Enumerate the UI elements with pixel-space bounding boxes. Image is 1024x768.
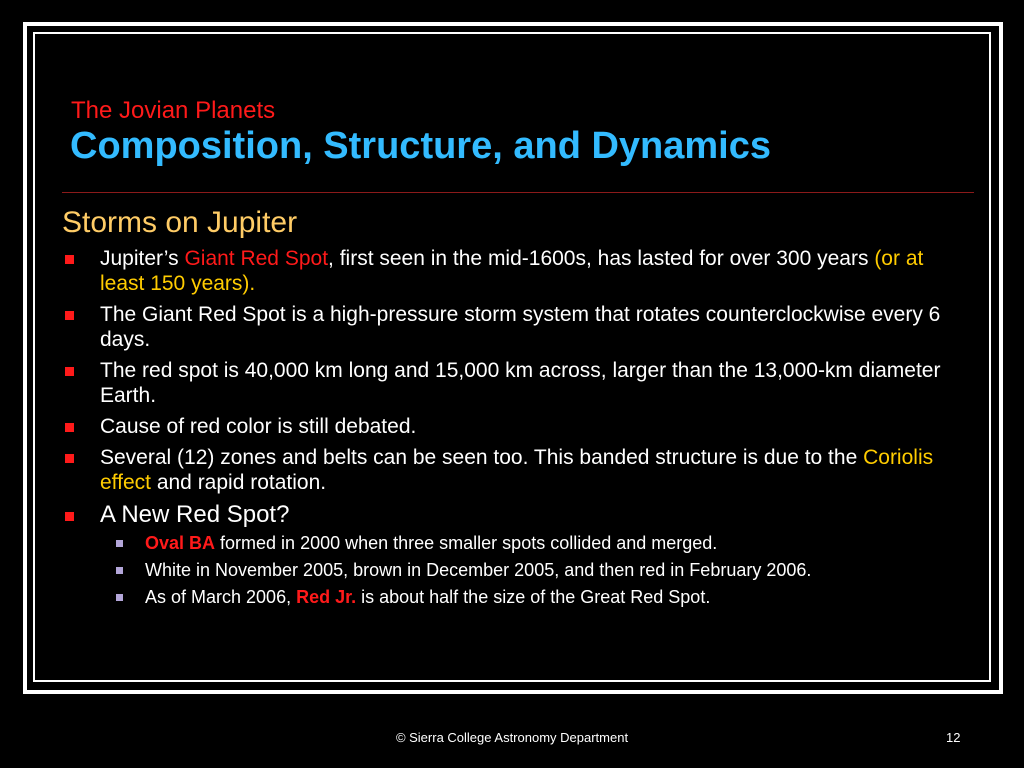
- bullet-list: [62, 246, 942, 614]
- bullet-text: Several (12) zones and belts can be seen too. This banded structure is due to the: [100, 446, 864, 469]
- bullet-item: [62, 246, 942, 296]
- bullet-item: [62, 302, 942, 352]
- square-bullet-icon: [65, 454, 74, 463]
- sub-bullet-item: [62, 560, 942, 581]
- square-sub-bullet-icon: [116, 567, 123, 574]
- highlight-150-years: (or at least 150 years).: [100, 247, 924, 295]
- bullet-text: The red spot is 40,000 km long and 15,000 km across, larger than the 13,000-km diameter Earth.: [100, 359, 941, 407]
- sub-bullet-text: White in November 2005, brown in December 2005, and then red in February 2006.: [145, 560, 812, 580]
- slide-title: Composition, Structure, and Dynamics: [70, 125, 771, 167]
- section-heading: Storms on Jupiter: [62, 206, 298, 239]
- bullet-text: The Giant Red Spot is a high-pressure storm system that rotates counterclockwise every 6 days.: [100, 303, 941, 351]
- title-divider: [62, 192, 974, 193]
- bullet-item: [62, 414, 942, 439]
- sub-bullet-text: is about half the size of the Great Red Spot.: [356, 587, 711, 607]
- square-bullet-icon: [65, 512, 74, 521]
- sub-bullet-item: [62, 533, 942, 554]
- highlight-red-jr: Red Jr.: [296, 587, 357, 607]
- square-sub-bullet-icon: [116, 540, 123, 547]
- highlight-coriolis-effect: Coriolis effect: [100, 446, 934, 494]
- square-sub-bullet-icon: [116, 594, 123, 601]
- square-bullet-icon: [65, 367, 74, 376]
- sub-bullet-item: [62, 587, 942, 608]
- page-number: 12: [946, 730, 961, 745]
- bullet-text: Cause of red color is still debated.: [100, 415, 417, 438]
- slide-subtitle: The Jovian Planets: [71, 97, 276, 124]
- footer-credit: © Sierra College Astronomy Department: [395, 730, 629, 745]
- bullet-text: Jupiter’s: [100, 247, 185, 270]
- sub-bullet-text: As of March 2006,: [145, 587, 297, 607]
- highlight-giant-red-spot: Giant Red Spot: [184, 247, 329, 270]
- highlight-oval-ba: Oval BA: [145, 533, 216, 553]
- bullet-item: [62, 358, 942, 408]
- bullet-text: A New Red Spot?: [100, 501, 290, 528]
- square-bullet-icon: [65, 311, 74, 320]
- square-bullet-icon: [65, 423, 74, 432]
- bullet-text: and rapid rotation.: [150, 471, 327, 494]
- bullet-text: , first seen in the mid-1600s, has lasted for over 300 years: [328, 247, 875, 270]
- bullet-item: [62, 501, 942, 529]
- bullet-item: [62, 445, 942, 495]
- square-bullet-icon: [65, 255, 74, 264]
- sub-bullet-text: formed in 2000 when three smaller spots collided and merged.: [215, 533, 718, 553]
